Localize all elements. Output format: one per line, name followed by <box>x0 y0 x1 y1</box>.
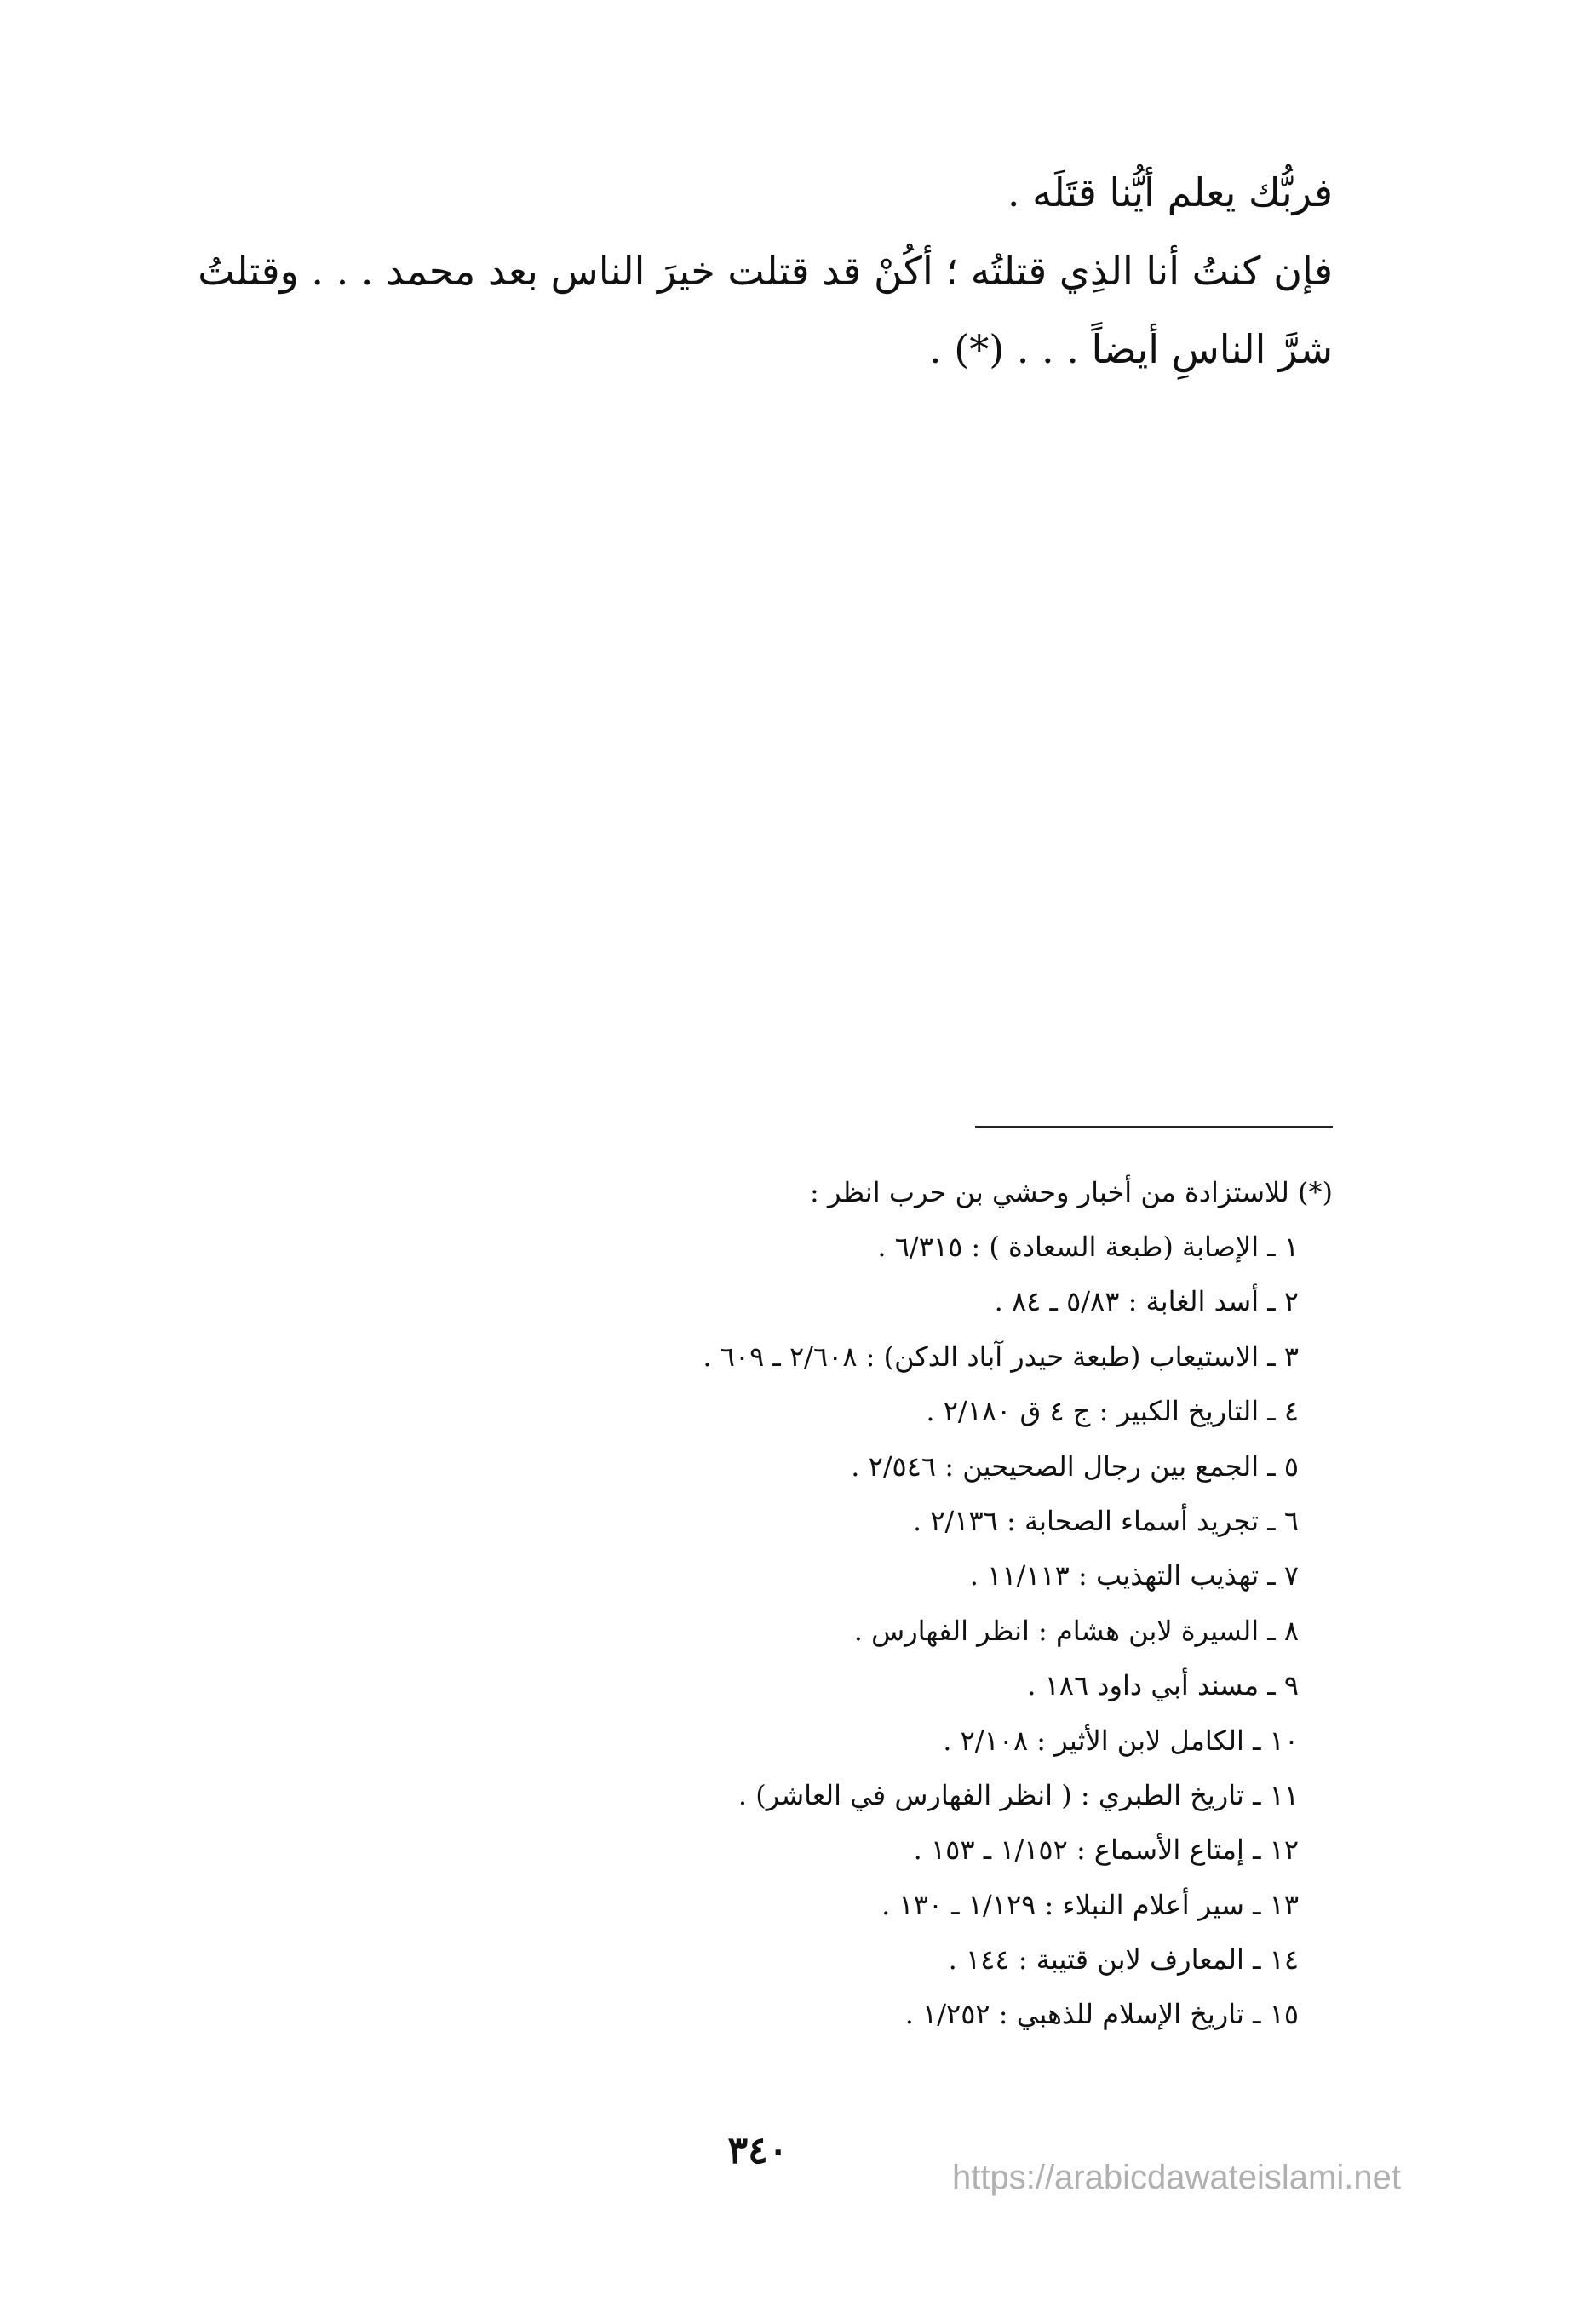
reference-item: ١٤ ـ المعارف لابن قتيبة : ١٤٤ . <box>948 1943 1299 1977</box>
footnote-heading: (*) للاستزادة من أخبار وحشي بن حرب انظر : <box>809 1176 1333 1208</box>
main-text <box>115 153 1333 388</box>
main-text-line: فإن كنتُ أنا الذِي قتلتُه ؛ أكُنْ قد قتلت خيرَ الناس بعد محمد . . . وقتلتُ <box>198 248 1333 294</box>
footnote-divider <box>975 1126 1333 1128</box>
reference-item: ١٥ ـ تاريخ الإسلام للذهبي : ١/٢٥٢ . <box>904 1998 1299 2031</box>
reference-item: ١ ـ الإصابة (طبعة السعادة ) : ٦/٣١٥ . <box>877 1231 1299 1263</box>
reference-item: ١٠ ـ الكامل لابن الأثير : ٢/١٠٨ . <box>943 1724 1299 1757</box>
reference-item: ٩ ـ مسند أبي داود ١٨٦ . <box>1027 1669 1299 1702</box>
reference-item: ٥ ـ الجمع بين رجال الصحيحين : ٢/٥٤٦ . <box>851 1449 1299 1483</box>
reference-item: ٣ ـ الاستيعاب (طبعة حيدر آباد الدكن) : ٢/٦٠٨ ـ ٦٠٩ . <box>703 1340 1299 1373</box>
main-text-line: فربُّك يعلم أيُّنا قتَلَه . <box>1007 169 1333 215</box>
reference-item: ٤ ـ التاريخ الكبير : ج ٤ ق ٢/١٨٠ . <box>926 1395 1299 1428</box>
page-number: ٣٤٠ <box>727 2129 789 2172</box>
reference-item: ١١ ـ تاريخ الطبري : ( انظر الفهارس في العاشر) . <box>737 1778 1299 1811</box>
reference-item: ١٣ ـ سير أعلام النبلاء : ١/١٢٩ ـ ١٣٠ . <box>881 1888 1299 1921</box>
reference-item: ٧ ـ تهذيب التهذيب : ١١/١١٣ . <box>969 1559 1299 1592</box>
main-text-line: شرَّ الناسِ أيضاً . . . (*) . <box>929 326 1333 372</box>
footnotes <box>481 1165 1333 2042</box>
reference-item: ١٢ ـ إمتاع الأسماع : ١/١٥٢ ـ ١٥٣ . <box>913 1833 1299 1867</box>
reference-list <box>481 1219 1333 2042</box>
reference-item: ٢ ـ أسد الغابة : ٥/٨٣ ـ ٨٤ . <box>994 1285 1299 1318</box>
reference-item: ٨ ـ السيرة لابن هشام : انظر الفهارس . <box>853 1614 1299 1647</box>
reference-item: ٦ ـ تجريد أسماء الصحابة : ٢/١٣٦ . <box>912 1504 1299 1537</box>
watermark-url: https://arabicdawateislami.net <box>952 2159 1401 2196</box>
